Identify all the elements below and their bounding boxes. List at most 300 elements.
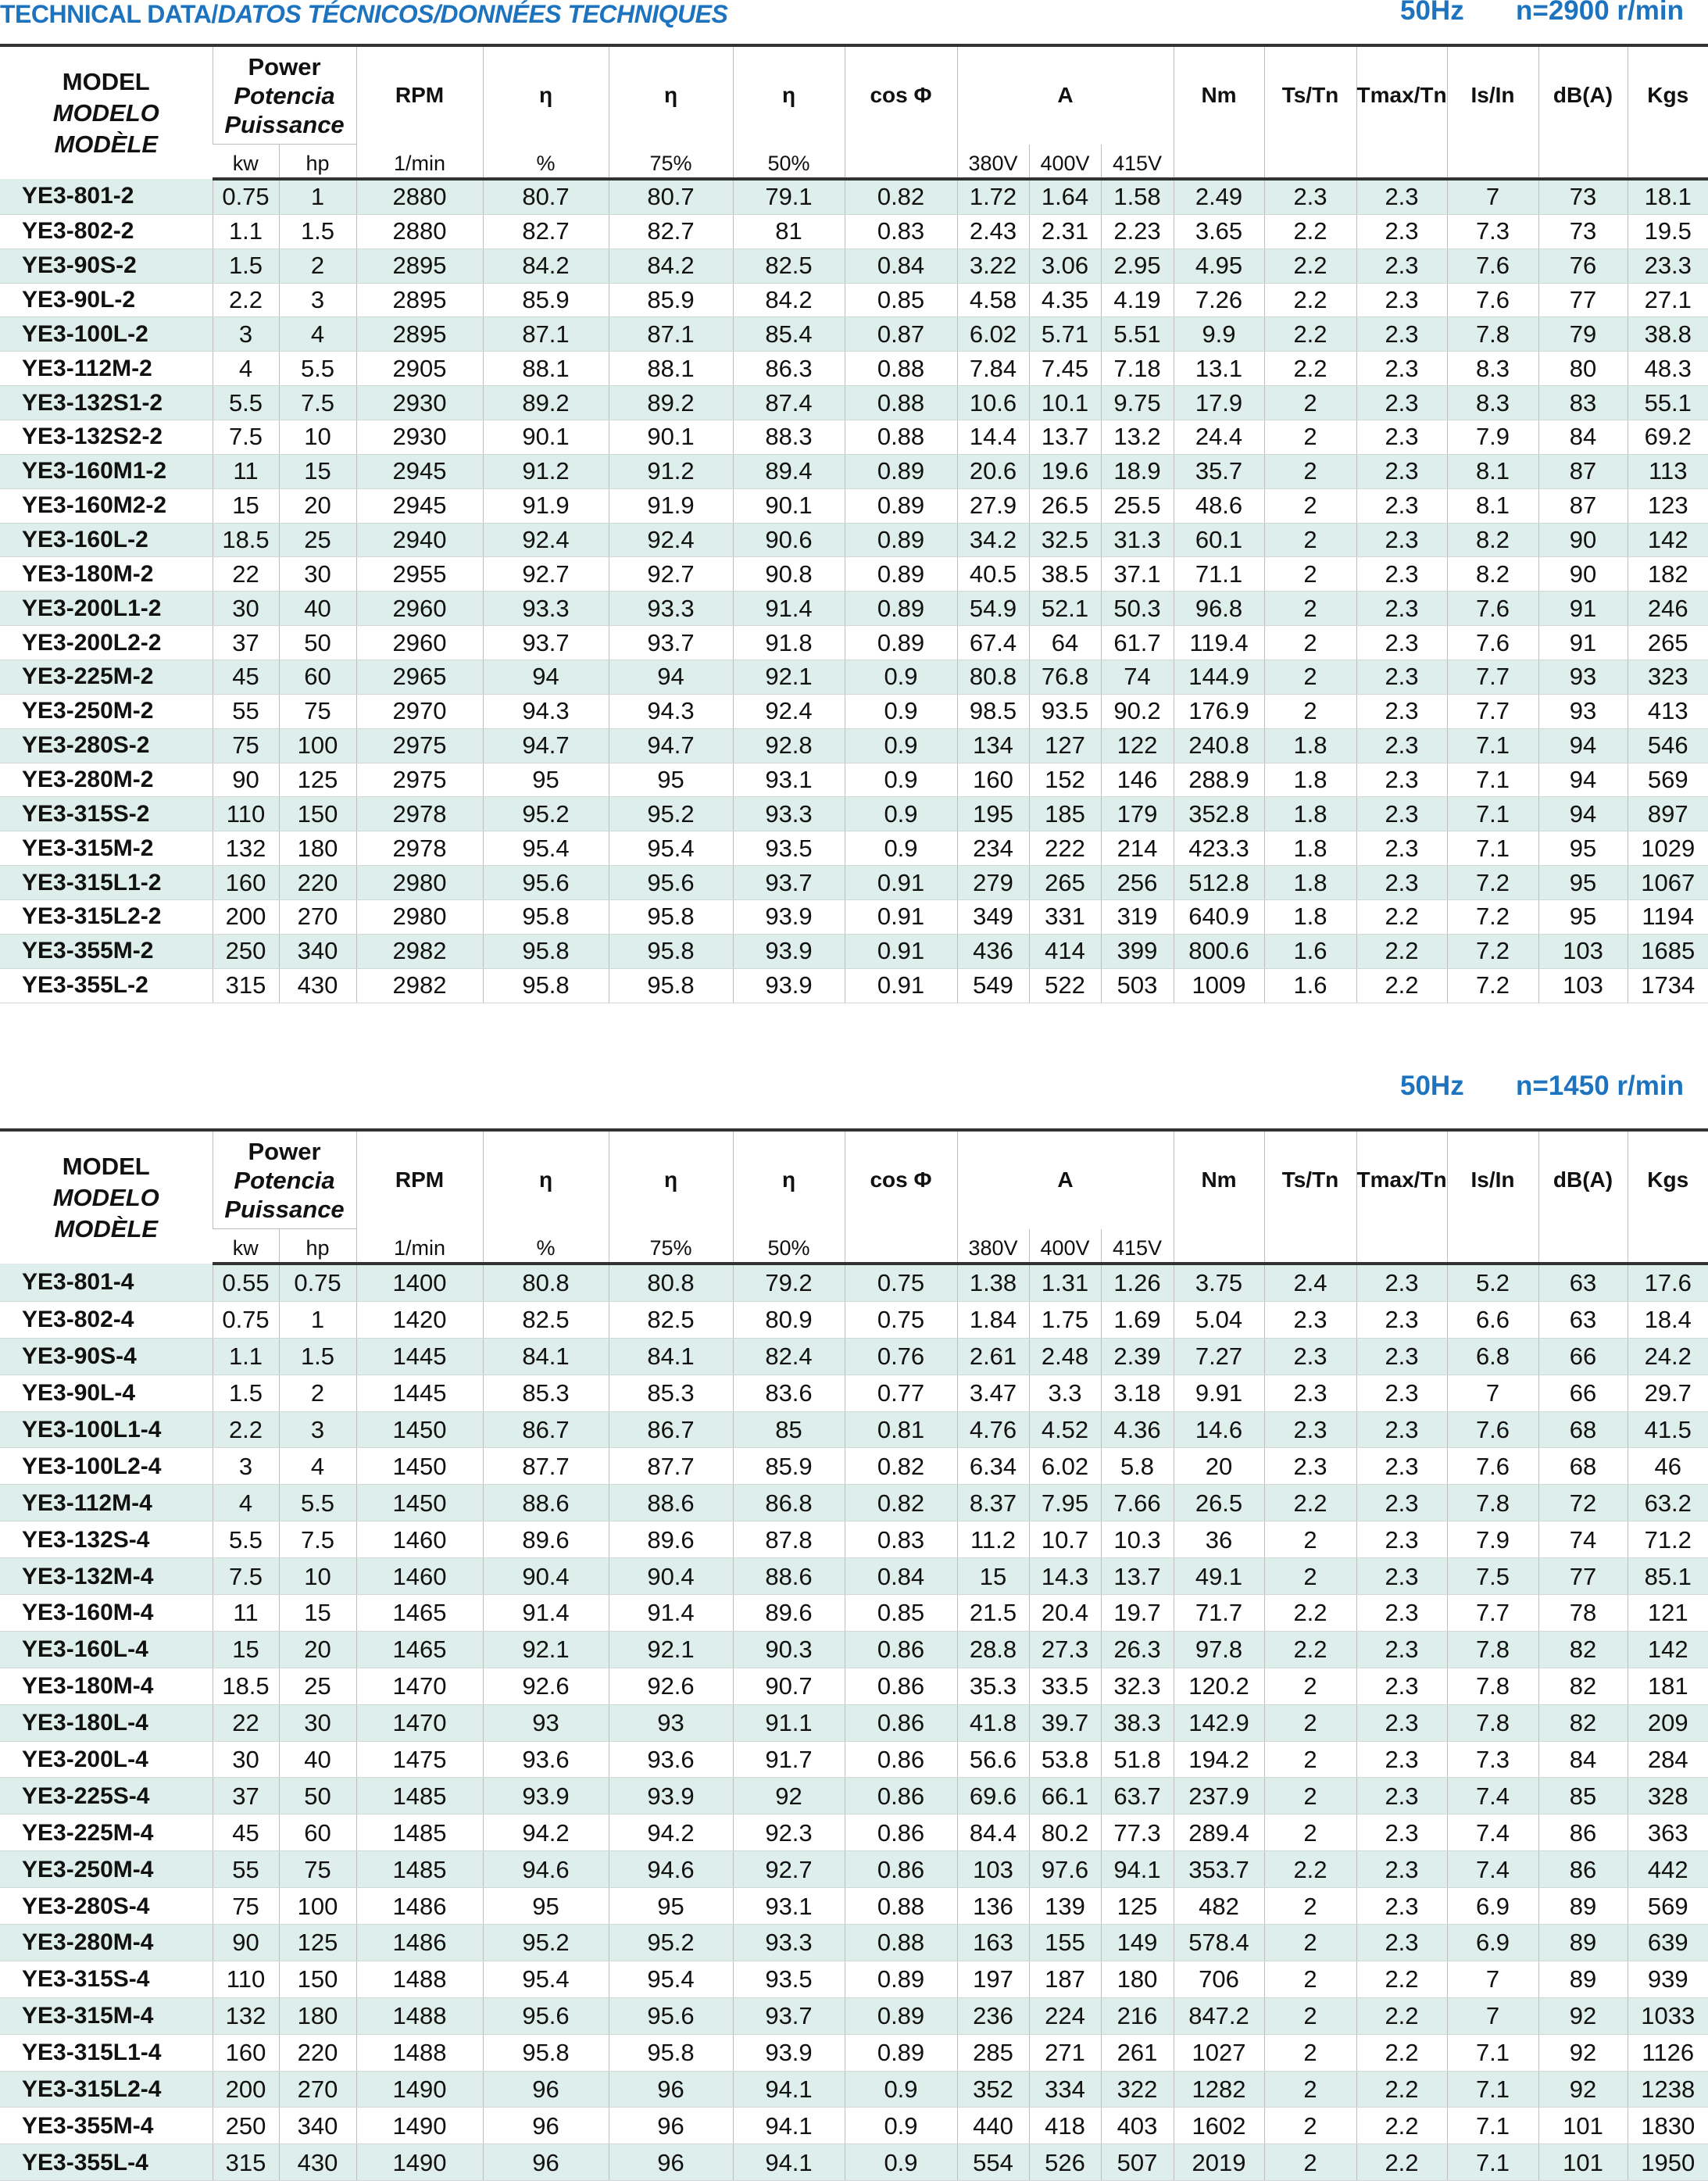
cell-tmax-tn: 2.3 [1356,1704,1447,1741]
cell-nm: 800.6 [1174,934,1264,968]
cell-nm: 13.1 [1174,352,1264,386]
cell-ts-tn: 2 [1264,420,1356,455]
cell-kw: 11 [213,1595,279,1632]
cell-a-415v: 18.9 [1101,454,1174,488]
cell-kgs: 209 [1628,1704,1708,1741]
cell-tmax-tn: 2.2 [1356,1997,1447,2034]
cell-model: YE3-250M-4 [0,1851,213,1888]
cell-a-380v: 7.84 [957,352,1029,386]
cell-a-400v: 5.71 [1029,317,1101,352]
cell-hp: 1 [279,179,356,214]
cell-a-415v: 38.3 [1101,1704,1174,1741]
cell-eta-75: 93.7 [609,626,733,660]
cell-tmax-tn: 2.3 [1356,728,1447,763]
cell-kgs: 1067 [1628,866,1708,900]
cell-is-in: 7.8 [1447,317,1538,352]
cell-eta-50: 93.7 [733,1997,845,2034]
table-row [0,900,1708,935]
unit-ts [1264,1229,1356,1264]
cell-is-in: 7.4 [1447,1815,1538,1851]
cell-eta-75: 80.8 [609,1264,733,1301]
cell-kgs: 569 [1628,1888,1708,1925]
unit-eta-50: 50% [733,1229,845,1264]
cell-cos-phi: 0.91 [845,900,957,935]
cell-db: 76 [1538,248,1628,283]
unit-cos [845,1229,957,1264]
cell-a-415v: 216 [1101,1997,1174,2034]
cell-eta-50: 92.8 [733,728,845,763]
cell-db: 95 [1538,866,1628,900]
cell-ts-tn: 2.3 [1264,1411,1356,1448]
cell-eta-50: 93.9 [733,968,845,1003]
cell-a-400v: 26.5 [1029,488,1101,523]
unit-eta-75: 75% [609,1229,733,1264]
cell-db: 80 [1538,352,1628,386]
cell-tmax-tn: 2.3 [1356,352,1447,386]
unit-nm [1174,145,1264,180]
unit-400v: 400V [1029,1229,1101,1264]
cell-is-in: 7.2 [1447,900,1538,935]
header-weight: Kgs [1628,45,1708,145]
technical-data-table-2pole [0,44,1708,1003]
cell-is-in: 8.2 [1447,557,1538,592]
cell-eta-100: 89.6 [483,1521,609,1558]
cell-a-415v: 122 [1101,728,1174,763]
cell-cos-phi: 0.86 [845,1815,957,1851]
cell-eta-100: 93.7 [483,626,609,660]
cell-a-415v: 179 [1101,797,1174,831]
cell-cos-phi: 0.9 [845,831,957,866]
cell-cos-phi: 0.89 [845,557,957,592]
cell-kgs: 121 [1628,1595,1708,1632]
cell-eta-75: 84.2 [609,248,733,283]
cell-tmax-tn: 2.2 [1356,934,1447,968]
table-row [0,1668,1708,1704]
cell-hp: 25 [279,1668,356,1704]
unit-tmax [1356,1229,1447,1264]
cell-eta-50: 89.4 [733,454,845,488]
cell-eta-75: 95.8 [609,900,733,935]
cell-rpm: 1485 [356,1778,483,1815]
cell-kgs: 18.1 [1628,179,1708,214]
cell-ts-tn: 2.2 [1264,352,1356,386]
cell-kgs: 142 [1628,1631,1708,1668]
cell-db: 90 [1538,557,1628,592]
cell-tmax-tn: 2.2 [1356,968,1447,1003]
cell-is-in: 8.2 [1447,523,1538,557]
cell-eta-100: 87.7 [483,1448,609,1485]
cell-kw: 30 [213,592,279,626]
cell-kgs: 442 [1628,1851,1708,1888]
cell-eta-50: 87.4 [733,386,845,420]
cell-ts-tn: 2.3 [1264,1338,1356,1375]
cell-rpm: 1460 [356,1521,483,1558]
cell-a-400v: 3.06 [1029,248,1101,283]
cell-ts-tn: 2 [1264,557,1356,592]
cell-eta-100: 96 [483,2108,609,2144]
cell-rpm: 1460 [356,1558,483,1595]
cell-hp: 100 [279,728,356,763]
cell-kw: 7.5 [213,420,279,455]
table-row [0,523,1708,557]
table-row [0,660,1708,695]
cell-eta-75: 87.7 [609,1448,733,1485]
cell-ts-tn: 2 [1264,592,1356,626]
cell-a-400v: 265 [1029,866,1101,900]
cell-rpm: 2982 [356,934,483,968]
cell-a-415v: 149 [1101,1925,1174,1961]
cell-kgs: 265 [1628,626,1708,660]
cell-model: YE3-802-4 [0,1301,213,1338]
cell-a-400v: 155 [1029,1925,1101,1961]
unit-kgs [1628,1229,1708,1264]
cell-a-415v: 51.8 [1101,1741,1174,1778]
cell-cos-phi: 0.86 [845,1668,957,1704]
cell-rpm: 1488 [356,1997,483,2034]
cell-is-in: 7.2 [1447,968,1538,1003]
cell-eta-50: 94.1 [733,2071,845,2108]
cell-hp: 1 [279,1301,356,1338]
cell-a-380v: 11.2 [957,1521,1029,1558]
header-tmax-tn: Tmax/Tn [1356,1130,1447,1229]
cell-cos-phi: 0.83 [845,1521,957,1558]
cell-db: 94 [1538,797,1628,831]
cell-db: 92 [1538,2071,1628,2108]
cell-model: YE3-90S-4 [0,1338,213,1375]
cell-a-415v: 1.69 [1101,1301,1174,1338]
table-row [0,2144,1708,2181]
cell-db: 95 [1538,831,1628,866]
cell-a-415v: 19.7 [1101,1595,1174,1632]
unit-cos [845,145,957,180]
cell-nm: 9.91 [1174,1375,1264,1411]
header-current: A [957,1130,1174,1229]
cell-eta-100: 82.7 [483,214,609,248]
cell-a-415v: 3.18 [1101,1375,1174,1411]
cell-rpm: 1485 [356,1851,483,1888]
cell-nm: 49.1 [1174,1558,1264,1595]
cell-nm: 240.8 [1174,728,1264,763]
cell-a-380v: 3.22 [957,248,1029,283]
cell-rpm: 1490 [356,2144,483,2181]
cell-eta-50: 93.7 [733,866,845,900]
cell-hp: 50 [279,1778,356,1815]
cell-eta-75: 91.4 [609,1595,733,1632]
cell-tmax-tn: 2.3 [1356,283,1447,317]
cell-cos-phi: 0.9 [845,763,957,797]
cell-eta-75: 93.9 [609,1778,733,1815]
table-row [0,1264,1708,1301]
table-row [0,488,1708,523]
cell-kw: 55 [213,694,279,728]
unit-kw: kw [213,1229,279,1264]
cell-a-400v: 4.35 [1029,283,1101,317]
cell-db: 92 [1538,1997,1628,2034]
cell-tmax-tn: 2.3 [1356,248,1447,283]
cell-hp: 340 [279,2108,356,2144]
cell-eta-50: 80.9 [733,1301,845,1338]
cell-rpm: 2945 [356,488,483,523]
cell-ts-tn: 2.2 [1264,317,1356,352]
cell-eta-75: 94.2 [609,1815,733,1851]
cell-eta-100: 92.7 [483,557,609,592]
cell-model: YE3-355L-4 [0,2144,213,2181]
cell-cos-phi: 0.85 [845,283,957,317]
cell-kw: 4 [213,352,279,386]
cell-eta-50: 90.7 [733,1668,845,1704]
cell-kgs: 897 [1628,797,1708,831]
cell-ts-tn: 2.2 [1264,1631,1356,1668]
cell-cos-phi: 0.85 [845,1595,957,1632]
cell-nm: 176.9 [1174,694,1264,728]
cell-db: 91 [1538,592,1628,626]
cell-kgs: 63.2 [1628,1485,1708,1521]
cell-ts-tn: 2 [1264,488,1356,523]
cell-hp: 3 [279,1411,356,1448]
cell-cos-phi: 0.91 [845,866,957,900]
cell-is-in: 7.2 [1447,866,1538,900]
cell-a-415v: 180 [1101,1961,1174,1997]
cell-ts-tn: 2 [1264,1668,1356,1704]
cell-ts-tn: 2 [1264,694,1356,728]
cell-eta-75: 95.8 [609,968,733,1003]
cell-db: 82 [1538,1631,1628,1668]
table-row [0,968,1708,1003]
cell-eta-75: 92.6 [609,1668,733,1704]
cell-tmax-tn: 2.3 [1356,1741,1447,1778]
cell-hp: 340 [279,934,356,968]
cell-is-in: 7.3 [1447,1741,1538,1778]
table-row [0,420,1708,455]
cell-cos-phi: 0.86 [845,1741,957,1778]
cell-kw: 37 [213,1778,279,1815]
cell-rpm: 2940 [356,523,483,557]
cell-eta-50: 91.1 [733,1704,845,1741]
cell-a-415v: 507 [1101,2144,1174,2181]
cell-kgs: 1685 [1628,934,1708,968]
cell-eta-50: 83.6 [733,1375,845,1411]
cell-model: YE3-180M-4 [0,1668,213,1704]
cell-model: YE3-132M-4 [0,1558,213,1595]
cell-a-380v: 1.84 [957,1301,1029,1338]
cell-kgs: 1950 [1628,2144,1708,2181]
cell-nm: 423.3 [1174,831,1264,866]
cell-nm: 96.8 [1174,592,1264,626]
cell-eta-100: 95 [483,763,609,797]
cell-a-380v: 4.58 [957,283,1029,317]
cell-a-380v: 67.4 [957,626,1029,660]
cell-kgs: 18.4 [1628,1301,1708,1338]
cell-eta-75: 80.7 [609,179,733,214]
cell-a-415v: 2.95 [1101,248,1174,283]
cell-hp: 20 [279,488,356,523]
cell-a-400v: 522 [1029,968,1101,1003]
cell-eta-100: 95.8 [483,900,609,935]
cell-nm: 289.4 [1174,1815,1264,1851]
cell-is-in: 7.9 [1447,420,1538,455]
table-row [0,934,1708,968]
cell-tmax-tn: 2.2 [1356,2034,1447,2071]
cell-tmax-tn: 2.2 [1356,2071,1447,2108]
cell-a-380v: 8.37 [957,1485,1029,1521]
cell-model: YE3-132S-4 [0,1521,213,1558]
cell-db: 84 [1538,1741,1628,1778]
cell-a-380v: 134 [957,728,1029,763]
cell-a-380v: 234 [957,831,1029,866]
cell-eta-75: 95.8 [609,2034,733,2071]
cell-model: YE3-100L1-4 [0,1411,213,1448]
cell-a-415v: 37.1 [1101,557,1174,592]
cell-a-415v: 13.2 [1101,420,1174,455]
cell-kw: 11 [213,454,279,488]
table-row [0,2034,1708,2071]
cell-kw: 110 [213,797,279,831]
cell-a-380v: 28.8 [957,1631,1029,1668]
unit-eta-75: 75% [609,145,733,180]
cell-a-400v: 38.5 [1029,557,1101,592]
cell-rpm: 1490 [356,2108,483,2144]
cell-hp: 4 [279,317,356,352]
cell-a-380v: 2.61 [957,1338,1029,1375]
cell-hp: 180 [279,831,356,866]
cell-model: YE3-315M-4 [0,1997,213,2034]
cell-kgs: 29.7 [1628,1375,1708,1411]
cell-a-415v: 7.18 [1101,352,1174,386]
cell-cos-phi: 0.89 [845,523,957,557]
cell-eta-75: 95 [609,763,733,797]
cell-cos-phi: 0.86 [845,1704,957,1741]
table-row [0,1595,1708,1632]
cell-cos-phi: 0.89 [845,626,957,660]
cell-kw: 4 [213,1485,279,1521]
cell-eta-75: 94 [609,660,733,695]
cell-a-400v: 20.4 [1029,1595,1101,1632]
cell-eta-50: 81 [733,214,845,248]
header-power: Power Potencia Puissance [213,1130,356,1229]
cell-ts-tn: 2 [1264,1704,1356,1741]
title-english: TECHNICAL DATA/ [0,0,218,28]
cell-tmax-tn: 2.3 [1356,1411,1447,1448]
cell-a-380v: 349 [957,900,1029,935]
cell-ts-tn: 2.2 [1264,283,1356,317]
cell-eta-75: 92.4 [609,523,733,557]
cell-eta-75: 89.2 [609,386,733,420]
cell-a-380v: 1.38 [957,1264,1029,1301]
cell-model: YE3-801-2 [0,179,213,214]
cell-eta-75: 95 [609,1888,733,1925]
table-row [0,214,1708,248]
cell-eta-100: 84.1 [483,1338,609,1375]
header-ts-tn: Ts/Tn [1264,45,1356,145]
cell-hp: 270 [279,2071,356,2108]
cell-cos-phi: 0.81 [845,1411,957,1448]
cell-tmax-tn: 2.3 [1356,1925,1447,1961]
cell-kw: 7.5 [213,1558,279,1595]
cell-eta-100: 92.6 [483,1668,609,1704]
cell-a-415v: 322 [1101,2071,1174,2108]
cell-a-380v: 27.9 [957,488,1029,523]
cell-hp: 1.5 [279,214,356,248]
cell-kw: 45 [213,1815,279,1851]
cell-kw: 1.1 [213,1338,279,1375]
cell-rpm: 2895 [356,248,483,283]
cell-db: 85 [1538,1778,1628,1815]
cell-hp: 0.75 [279,1264,356,1301]
cell-eta-100: 95.8 [483,934,609,968]
cell-tmax-tn: 2.3 [1356,1558,1447,1595]
cell-kw: 75 [213,1888,279,1925]
cell-kgs: 363 [1628,1815,1708,1851]
cell-tmax-tn: 2.3 [1356,1631,1447,1668]
cell-cos-phi: 0.77 [845,1375,957,1411]
cell-eta-50: 89.6 [733,1595,845,1632]
cell-model: YE3-225M-4 [0,1815,213,1851]
cell-eta-100: 95.2 [483,797,609,831]
cell-tmax-tn: 2.3 [1356,1595,1447,1632]
cell-eta-50: 87.8 [733,1521,845,1558]
cell-rpm: 1485 [356,1815,483,1851]
unit-nm [1174,1229,1264,1264]
cell-is-in: 7.1 [1447,797,1538,831]
cell-model: YE3-355M-4 [0,2108,213,2144]
cell-is-in: 6.9 [1447,1888,1538,1925]
cell-hp: 100 [279,1888,356,1925]
cell-kgs: 246 [1628,592,1708,626]
cell-hp: 4 [279,1448,356,1485]
cell-tmax-tn: 2.3 [1356,1301,1447,1338]
cell-a-415v: 1.58 [1101,179,1174,214]
cell-eta-50: 92.7 [733,1851,845,1888]
cell-eta-100: 87.1 [483,317,609,352]
cell-is-in: 7.1 [1447,2144,1538,2181]
cell-eta-50: 92.4 [733,694,845,728]
cell-model: YE3-315M-2 [0,831,213,866]
cell-is-in: 7.1 [1447,2071,1538,2108]
cell-kgs: 19.5 [1628,214,1708,248]
cell-rpm: 2930 [356,386,483,420]
cell-kgs: 181 [1628,1668,1708,1704]
cell-nm: 14.6 [1174,1411,1264,1448]
cell-tmax-tn: 2.2 [1356,900,1447,935]
cell-kw: 1.1 [213,214,279,248]
cell-is-in: 8.3 [1447,386,1538,420]
cell-eta-100: 95 [483,1888,609,1925]
cell-a-415v: 50.3 [1101,592,1174,626]
cell-rpm: 2975 [356,728,483,763]
cell-a-415v: 261 [1101,2034,1174,2071]
cell-a-380v: 352 [957,2071,1029,2108]
cell-eta-50: 88.6 [733,1558,845,1595]
cell-kgs: 38.8 [1628,317,1708,352]
cell-cos-phi: 0.88 [845,1888,957,1925]
cell-eta-75: 84.1 [609,1338,733,1375]
cell-kw: 30 [213,1741,279,1778]
cell-eta-75: 96 [609,2108,733,2144]
cell-tmax-tn: 2.3 [1356,557,1447,592]
cell-eta-75: 86.7 [609,1411,733,1448]
cell-eta-100: 96 [483,2071,609,2108]
cell-model: YE3-250M-2 [0,694,213,728]
header-model: MODEL MODELO MODÈLE [0,45,213,179]
cell-eta-100: 89.2 [483,386,609,420]
cell-rpm: 1445 [356,1338,483,1375]
table-row [0,1851,1708,1888]
cell-hp: 25 [279,523,356,557]
header-is-in: Is/In [1447,45,1538,145]
cell-eta-50: 86.8 [733,1485,845,1521]
cell-a-380v: 34.2 [957,523,1029,557]
cell-eta-100: 95.8 [483,2034,609,2071]
